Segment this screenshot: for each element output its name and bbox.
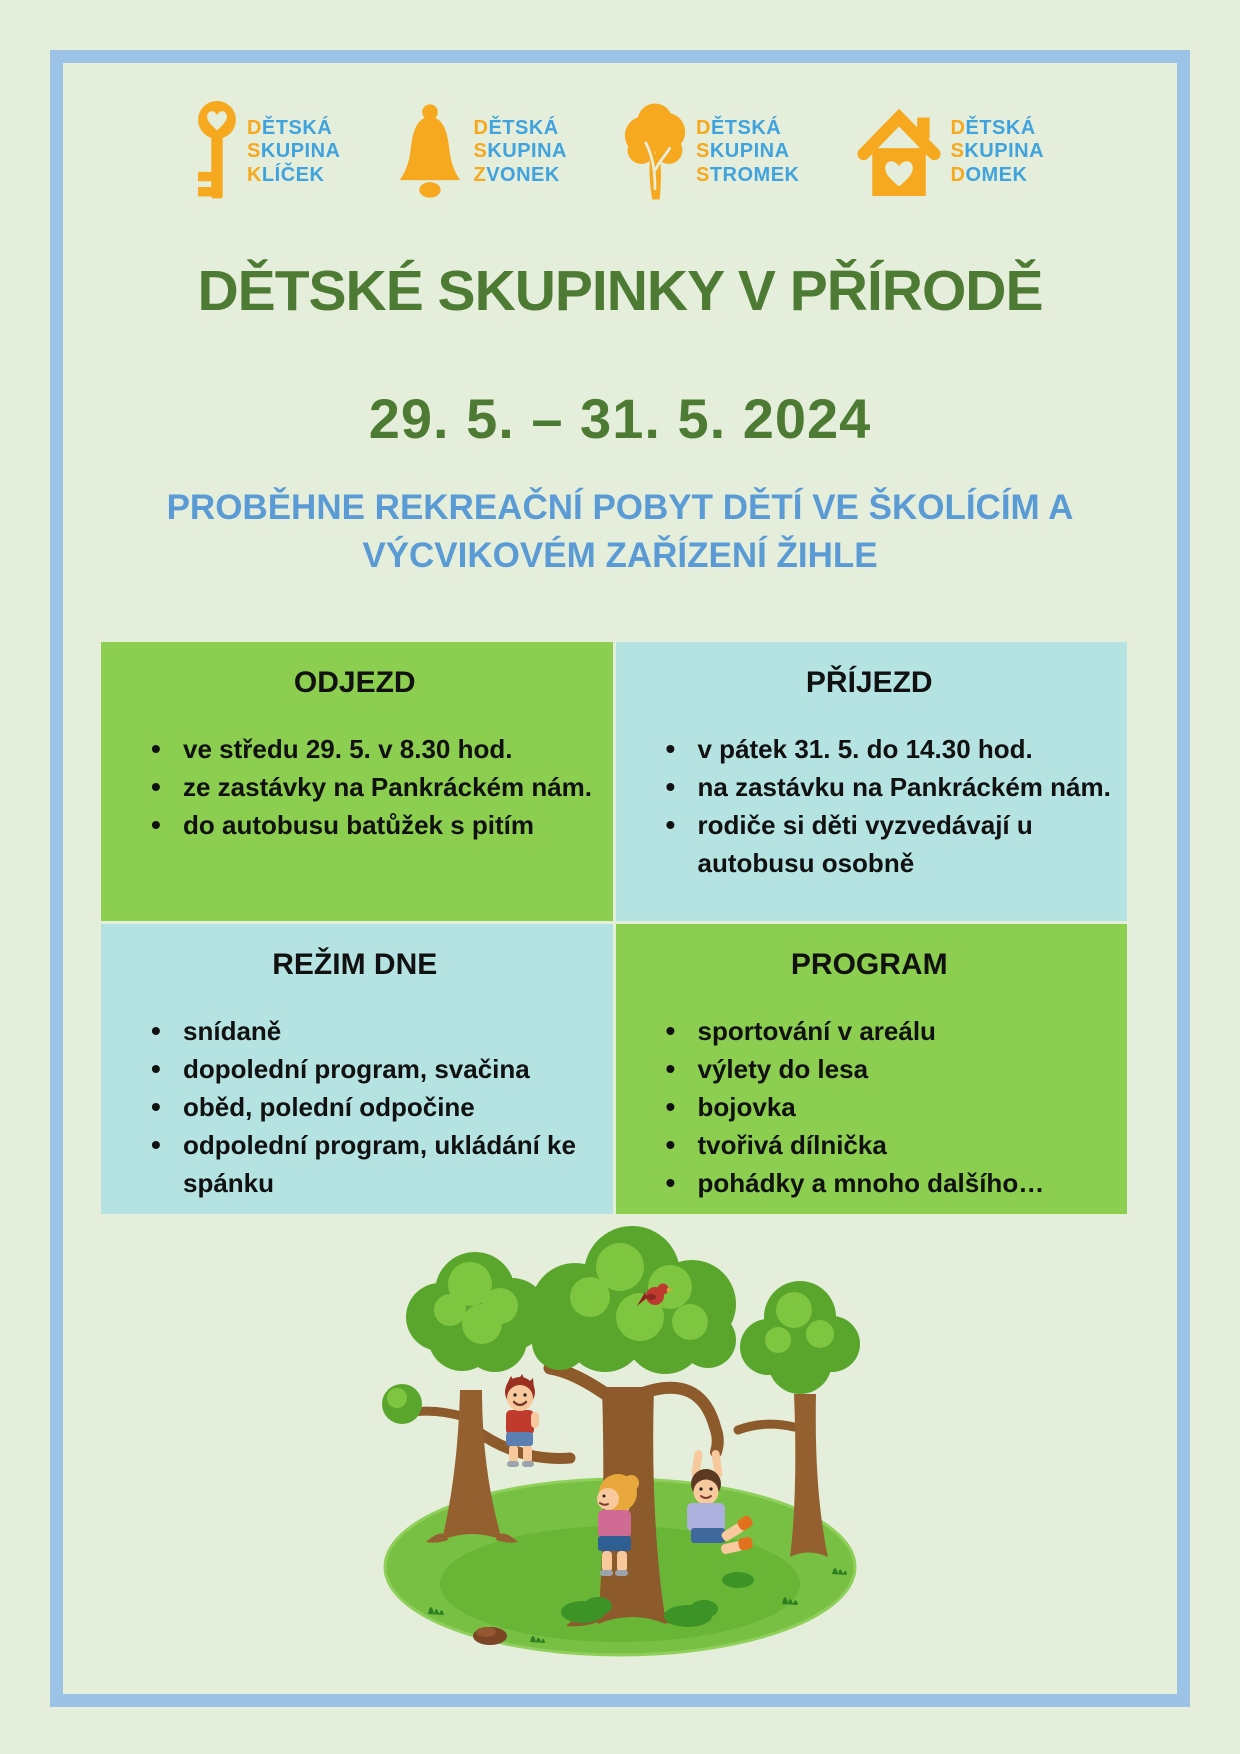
- logo-text-line: DOMEK: [950, 163, 1028, 186]
- box-list: [616, 730, 1124, 882]
- list-item: • výlety do lesa: [664, 1050, 1120, 1088]
- list-item: • v pátek 31. 5. do 14.30 hod.: [664, 730, 1120, 768]
- logo-text-line: KLÍČEK: [246, 163, 325, 186]
- subtitle-line-1: PROBĚHNE REKREAČNÍ POBYT DĚTÍ VE ŠKOLÍCÍM A: [166, 488, 1074, 527]
- info-boxes: [101, 642, 1127, 1214]
- logo-stromek: [623, 100, 800, 204]
- box-list: [616, 1012, 1124, 1202]
- box-heading: REŽIM DNE: [272, 948, 438, 981]
- list-item: • tvořivá dílnička: [664, 1126, 1120, 1164]
- poster-title: DĚTSKÉ SKUPINKY V PŘÍRODĚ: [197, 259, 1043, 323]
- box-list: [101, 1012, 609, 1202]
- list-item: • na zastávku na Pankráckém nám.: [664, 768, 1120, 806]
- box-program: [616, 924, 1128, 1214]
- logo-domek: [856, 104, 1045, 200]
- date-range: 29. 5. – 31. 5. 2024: [368, 387, 872, 450]
- box-heading: ODJEZD: [293, 666, 416, 699]
- list-item: • do autobusu batůžek s pitím: [149, 806, 605, 844]
- tree-icon: [623, 100, 687, 204]
- logo-zvonek: [396, 102, 567, 202]
- box-rezim-dne: [101, 924, 613, 1214]
- logo-text-line: ZVONEK: [473, 163, 560, 186]
- key-icon: [196, 100, 238, 204]
- logo-text-line: SKUPINA: [246, 140, 341, 163]
- list-item: • dopolední program, svačina: [149, 1050, 605, 1088]
- box-list: [101, 730, 609, 844]
- logo-klicek: [196, 100, 341, 204]
- subtitle: [0, 484, 1240, 580]
- box-heading: PŘÍJEZD: [805, 666, 933, 699]
- box-odjezd: [101, 642, 613, 921]
- list-item: • pohádky a mnoho dalšího…: [664, 1164, 1120, 1202]
- list-item: • odpolední program, ukládání ke spánku: [149, 1126, 605, 1202]
- subtitle-line-2: VÝCVIKOVÉM ZAŘÍZENÍ ŽIHLE: [362, 536, 878, 575]
- logo-text-line: SKUPINA: [473, 140, 567, 163]
- children-climbing-trees-illustration: [0, 1222, 1240, 1662]
- house-icon: [856, 104, 942, 200]
- logo-text-line: SKUPINA: [950, 140, 1045, 163]
- logo-text-line: DĚTSKÁ: [246, 116, 333, 139]
- trees-kids-drawing: [370, 1222, 870, 1662]
- list-item: • ze zastávky na Pankráckém nám.: [149, 768, 605, 806]
- logo-text-line: DĚTSKÁ: [696, 116, 782, 139]
- logo-text: [951, 117, 1045, 188]
- bell-icon: [396, 102, 464, 202]
- logos-row: [0, 100, 1240, 204]
- list-item: • sportování v areálu: [664, 1012, 1120, 1050]
- logo-text-line: STROMEK: [696, 163, 800, 186]
- logo-text-line: DĚTSKÁ: [473, 116, 559, 139]
- box-heading: PROGRAM: [790, 948, 948, 981]
- list-item: • ve středu 29. 5. v 8.30 hod.: [149, 730, 605, 768]
- list-item: • snídaně: [149, 1012, 605, 1050]
- logo-text-line: SKUPINA: [696, 140, 790, 163]
- logo-text-line: DĚTSKÁ: [950, 116, 1036, 139]
- list-item: • bojovka: [664, 1088, 1120, 1126]
- logo-text: [247, 117, 341, 188]
- list-item: • oběd, polední odpočine: [149, 1088, 605, 1126]
- logo-text: [696, 117, 800, 188]
- box-prijezd: [616, 642, 1128, 921]
- logo-text: [473, 117, 567, 188]
- list-item: • rodiče si děti vyzvedávají u autobusu osobně: [664, 806, 1120, 882]
